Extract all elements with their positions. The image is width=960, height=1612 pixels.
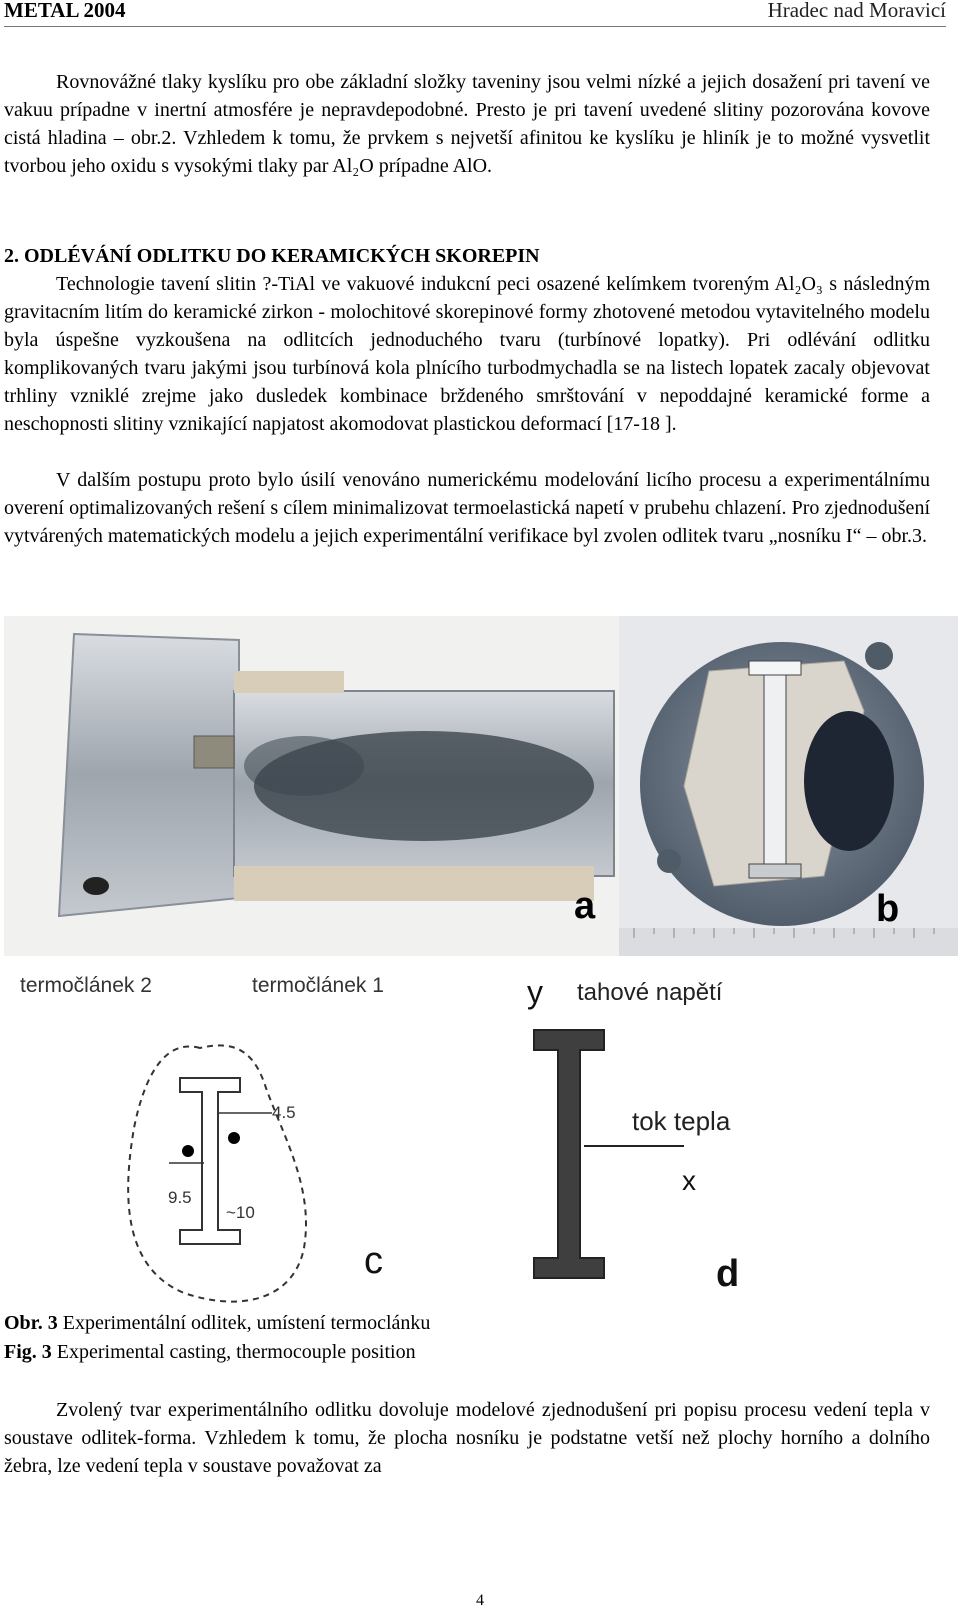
photo-b-mold [619,616,958,956]
diagram-figures [4,968,958,1323]
paragraph-oxygen-pressure: Rovnovážné tlaky kyslíku pro obe základní složky taveniny jsou velmi nízké a jejich dosažení pri tavení ve vakuu prípadne v inertní atmosfére je nepravdepodobné. Presto je pri tavení uvedené slitiny pozorována kovove cistá hladina – obr.2. Vzhledem k tomu, že prvkem s nejvetší afinitou ke kyslíku je hliník je to možné vysvetlit tvorbou jeho oxidu s vysokými tlaky par Al₂O prípadne AlO. [4,71,930,177]
page-header [4,0,946,27]
caption-czech [4,1312,430,1335]
photo-figures [4,616,958,956]
paragraph-numerical-modeling: V dalším postupu proto bylo úsilí venováno numerickému modelování licího procesu a experimentálnímu overení optimalizovaných rešení s cílem minimalizovat termoelastická napetí v prubehu chlazení. Pro zjednodušení vytvárených matematických modelu a jejich experimentální verifikace byl zvolen odlitek tvaru „nosníku I“ – obr.3. [4,469,930,547]
dimension-9-5: 9.5 [168,1188,192,1207]
thermocouple-2-point [182,1145,194,1157]
heat-flow-label: tok tepla [632,1106,731,1136]
label-d: d [716,1253,740,1295]
section-heading: 2. ODLÉVÁNÍ ODLITKU DO KERAMICKÝCH SKOREPIN [4,245,540,267]
conference-name: METAL 2004 [4,0,126,22]
caption-czech-text: Experimentální odlitek, umístení termoclánku [62,1312,431,1334]
caption-english [4,1341,416,1364]
thermocouple-1-label: termočlánek 1 [252,974,384,997]
axis-x-label: x [682,1165,696,1196]
photo-a-casting [4,616,619,956]
page-number: 4 [476,1592,484,1609]
caption-english-label: Fig. 3 [4,1341,52,1363]
diagram-c-thermocouples [20,974,384,1302]
paragraph-melting-technology: Technologie tavení slitin ?-TiAl ve vakuové indukcní peci osazené kelímkem tvoreným Al₂O₃ s následným gravitacním litím do keramické zirkon - molochitové skorepinové formy zhotovené metodou vytavitelného modelu byla úspešne vyzkoušena na odlitcích jednoduchého tvaru (turbínové lopatky). Pri odlévání odlitku komplikovaných tvaru jakými jsou turbínová kola plnícího turbodmychadla se na listech lopatek zacaly objevovat trhliny vzniklé zrejme jako dusledek kombinace brždeného smrštování v nepoddajné keramické forme a neschopnosti slitiny vznikající napjatost akomodovat plastickou deformací [17-18 ]. [4,273,930,435]
thermocouple-2-label: termočlánek 2 [20,974,152,997]
label-c: c [364,1240,383,1282]
diagram-d-i-beam [527,974,739,1295]
caption-czech-label: Obr. 3 [4,1312,58,1334]
label-a: a [574,885,596,927]
label-b: b [876,888,900,930]
conference-location: Hradec nad Moravicí [767,0,946,22]
paragraph-model-simplification: Zvolený tvar experimentálního odlitku dovoluje modelové zjednodušení pri popisu procesu vedení tepla v soustave odlitek-forma. Vzhledem k tomu, že plocha nosníku je podstatne vetší než plochy horního a dolního žebra, lze vedení tepla v soustave považovat za [4,1399,930,1477]
dimension-4-5: 4.5 [272,1103,296,1122]
axis-y-label: y [527,974,543,1010]
caption-english-text: Experimental casting, thermocouple position [56,1341,416,1363]
dimension-10: ~10 [226,1203,255,1222]
thermocouple-1-point [228,1132,240,1144]
tensile-stress-label: tahové napětí [577,979,723,1006]
